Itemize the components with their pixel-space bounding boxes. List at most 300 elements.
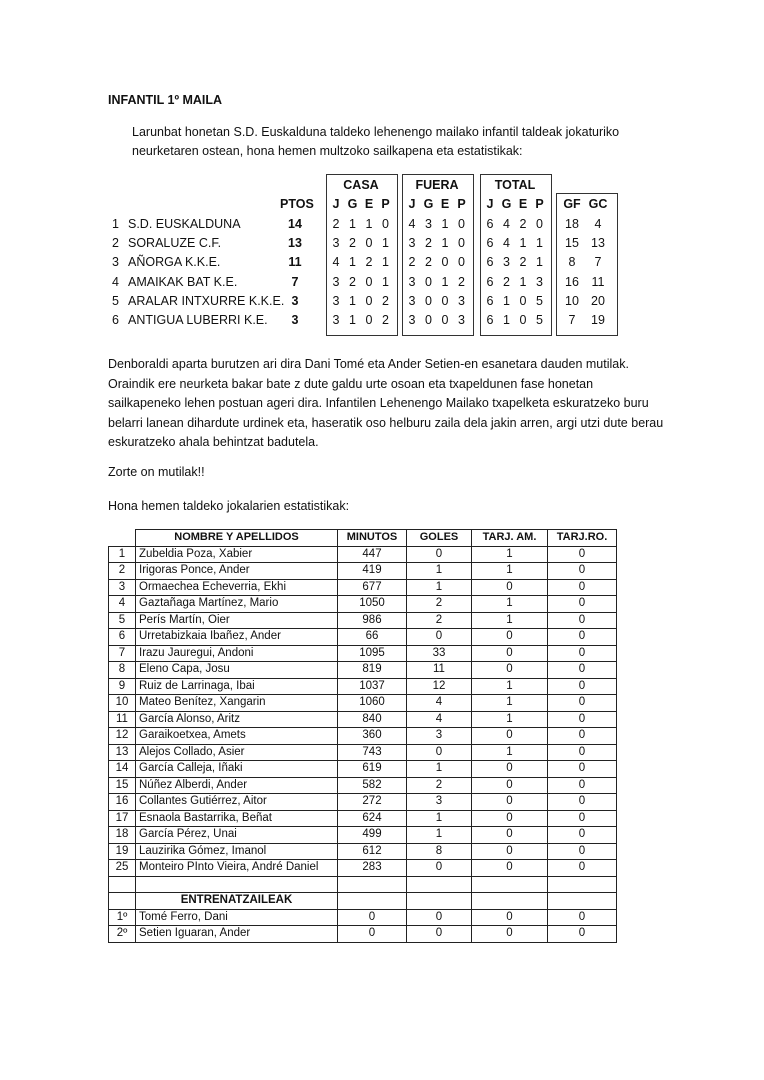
red-cards-cell: 0 [548, 827, 617, 844]
team-position: 2 [112, 235, 119, 250]
red-cards-cell: 0 [548, 579, 617, 596]
casa-value: 0 [365, 235, 373, 250]
team-points: 3 [291, 293, 299, 308]
casa-sub-P: P [381, 197, 390, 212]
casa-value: 3 [332, 313, 340, 328]
goals-against: 20 [591, 293, 605, 308]
yellow-cards-cell: 0 [472, 909, 548, 926]
row-number: 6 [109, 629, 136, 646]
fuera-value: 2 [425, 255, 432, 270]
yellow-cards-cell: 0 [472, 728, 548, 745]
row-number: 1 [109, 546, 136, 563]
yellow-cards-cell: 0 [472, 645, 548, 662]
player-name: Garaikoetxea, Amets [136, 728, 338, 745]
yellow-cards-cell: 1 [472, 678, 548, 695]
total-value: 4 [503, 235, 510, 250]
casa-value: 1 [349, 313, 356, 328]
casa-value: 0 [365, 313, 373, 328]
team-points: 14 [288, 216, 302, 231]
row-number: 17 [109, 810, 136, 827]
casa-value: 2 [365, 255, 373, 270]
empty-cell [136, 876, 338, 893]
player-name: Alejos Collado, Asier [136, 744, 338, 761]
player-name: Ormaechea Echeverria, Ekhi [136, 579, 338, 596]
red-cards-cell: 0 [548, 563, 617, 580]
table-row [109, 612, 617, 629]
table-row [109, 761, 617, 778]
team-position: 1 [112, 216, 119, 231]
fuera-value: 0 [425, 293, 432, 308]
minutes-cell: 360 [338, 728, 407, 745]
standings-row [106, 234, 626, 253]
yellow-cards-cell: 0 [472, 662, 548, 679]
casa-value: 3 [332, 235, 340, 250]
header-minutes: MINUTOS [338, 530, 407, 547]
row-number: 10 [109, 695, 136, 712]
fuera-value: 1 [441, 274, 449, 289]
yellow-cards-cell: 0 [472, 860, 548, 877]
casa-value: 1 [349, 293, 356, 308]
player-name: Mateo Benítez, Xangarin [136, 695, 338, 712]
player-name: Esnaola Bastarrika, Beñat [136, 810, 338, 827]
minutes-cell: 677 [338, 579, 407, 596]
table-row [109, 860, 617, 877]
header-goals: GOLES [407, 530, 472, 547]
minutes-cell: 1037 [338, 678, 407, 695]
empty-row [109, 876, 617, 893]
yellow-cards-cell: 1 [472, 612, 548, 629]
goals-cell: 0 [407, 860, 472, 877]
table-row [109, 662, 617, 679]
goals-cell: 1 [407, 810, 472, 827]
goals-cell: 2 [407, 596, 472, 613]
goals-for: 16 [565, 274, 579, 289]
casa-value: 2 [382, 313, 389, 328]
team-position: 3 [112, 255, 119, 270]
standings-row [106, 273, 626, 292]
row-number: 9 [109, 678, 136, 695]
red-cards-cell: 0 [548, 728, 617, 745]
yellow-cards-cell: 0 [472, 843, 548, 860]
team-name: ANTIGUA LUBERRI K.E. [128, 313, 268, 328]
red-cards-cell: 0 [548, 695, 617, 712]
player-name: Zubeldia Poza, Xabier [136, 546, 338, 563]
goals-cell: 3 [407, 794, 472, 811]
row-number: 1º [109, 909, 136, 926]
table-row [109, 728, 617, 745]
table-row [109, 827, 617, 844]
team-name: SORALUZE C.F. [128, 235, 222, 250]
table-row [109, 579, 617, 596]
minutes-cell: 612 [338, 843, 407, 860]
page-title: INFANTIL 1º MAILA [108, 93, 223, 107]
red-cards-cell: 0 [548, 711, 617, 728]
fuera-value: 0 [458, 255, 465, 270]
total-value: 2 [503, 274, 510, 289]
goals-for: 10 [565, 293, 579, 308]
yellow-cards-cell: 1 [472, 596, 548, 613]
player-name: Irigoras Ponce, Ander [136, 563, 338, 580]
minutes-cell: 0 [338, 909, 407, 926]
player-name: Setien Iguaran, Ander [136, 926, 338, 943]
empty-cell [407, 893, 472, 910]
goals-for: 7 [568, 313, 576, 328]
goals-for: 18 [565, 216, 579, 231]
table-row [109, 810, 617, 827]
total-value: 3 [536, 274, 543, 289]
row-number: 18 [109, 827, 136, 844]
minutes-cell: 1095 [338, 645, 407, 662]
casa-value: 2 [349, 235, 356, 250]
goals-against: 7 [594, 255, 602, 270]
minutes-cell: 283 [338, 860, 407, 877]
fuera-value: 0 [458, 235, 465, 250]
red-cards-cell: 0 [548, 810, 617, 827]
empty-cell [548, 876, 617, 893]
goals-cell: 2 [407, 612, 472, 629]
standings-row [106, 253, 626, 272]
minutes-cell: 619 [338, 761, 407, 778]
goals-cell: 1 [407, 563, 472, 580]
table-row [109, 563, 617, 580]
casa-value: 2 [349, 274, 356, 289]
table-row [109, 695, 617, 712]
casa-sub-J: J [332, 197, 340, 212]
total-value: 1 [536, 255, 543, 270]
row-number: 12 [109, 728, 136, 745]
fuera-value: 0 [458, 216, 465, 231]
minutes-cell: 1060 [338, 695, 407, 712]
total-value: 0 [519, 313, 527, 328]
fuera-sub-G: G [423, 197, 434, 212]
table-row [109, 711, 617, 728]
player-name: Ruiz de Larrinaga, Ibai [136, 678, 338, 695]
minutes-cell: 447 [338, 546, 407, 563]
goals-against: 11 [591, 274, 605, 289]
yellow-cards-cell: 0 [472, 761, 548, 778]
minutes-cell: 419 [338, 563, 407, 580]
fuera-value: 0 [441, 293, 449, 308]
casa-value: 0 [365, 274, 373, 289]
minutes-cell: 499 [338, 827, 407, 844]
table-header-row [109, 530, 617, 547]
table-row [109, 678, 617, 695]
total-value: 2 [519, 255, 527, 270]
total-value: 6 [486, 293, 494, 308]
goals-cell: 8 [407, 843, 472, 860]
total-sub-P: P [535, 197, 544, 212]
goals-cell: 3 [407, 728, 472, 745]
yellow-cards-cell: 0 [472, 579, 548, 596]
casa-value: 4 [332, 255, 340, 270]
row-number: 11 [109, 711, 136, 728]
table-row [109, 794, 617, 811]
fuera-header: FUERA [415, 178, 459, 192]
row-number: 8 [109, 662, 136, 679]
player-name: Lauzirika Gómez, Imanol [136, 843, 338, 860]
table-row [109, 645, 617, 662]
empty-cell [548, 893, 617, 910]
gc-header: GC [588, 197, 608, 212]
fuera-sub-J: J [408, 197, 416, 212]
player-name: Collantes Gutiérrez, Aitor [136, 794, 338, 811]
yellow-cards-cell: 1 [472, 546, 548, 563]
total-value: 1 [536, 235, 543, 250]
total-value: 1 [519, 235, 527, 250]
intro-paragraph: Larunbat honetan S.D. Euskalduna taldeko lehenengo mailako infantil taldeak jokaturiko neurketaren ostean, hona hemen multzoko sailkapena eta estatistikak: [132, 125, 620, 158]
row-number: 3 [109, 579, 136, 596]
red-cards-cell: 0 [548, 794, 617, 811]
yellow-cards-cell: 0 [472, 629, 548, 646]
header-yellow-cards: TARJ. AM. [472, 530, 548, 547]
total-value: 1 [519, 274, 527, 289]
total-value: 0 [536, 216, 543, 231]
red-cards-cell: 0 [548, 612, 617, 629]
casa-value: 1 [382, 274, 389, 289]
yellow-cards-cell: 0 [472, 827, 548, 844]
red-cards-cell: 0 [548, 926, 617, 943]
red-cards-cell: 0 [548, 777, 617, 794]
goals-cell: 4 [407, 695, 472, 712]
red-cards-cell: 0 [548, 662, 617, 679]
goals-cell: 0 [407, 546, 472, 563]
table-row [109, 596, 617, 613]
goals-against: 13 [591, 235, 605, 250]
player-name: Irazu Jauregui, Andoni [136, 645, 338, 662]
casa-value: 1 [382, 255, 389, 270]
goals-cell: 4 [407, 711, 472, 728]
casa-value: 3 [332, 274, 340, 289]
casa-value: 1 [365, 216, 373, 231]
row-number: 16 [109, 794, 136, 811]
header-blank [109, 530, 136, 547]
fuera-value: 3 [408, 293, 416, 308]
empty-cell [338, 876, 407, 893]
minutes-cell: 819 [338, 662, 407, 679]
empty-cell [472, 876, 548, 893]
goals-cell: 12 [407, 678, 472, 695]
casa-value: 1 [349, 216, 356, 231]
goals-cell: 0 [407, 744, 472, 761]
empty-cell [109, 893, 136, 910]
total-value: 5 [536, 293, 543, 308]
team-name: AÑORGA K.K.E. [128, 255, 221, 270]
yellow-cards-cell: 0 [472, 794, 548, 811]
gf-header: GF [563, 197, 581, 212]
red-cards-cell: 0 [548, 629, 617, 646]
total-value: 6 [486, 274, 494, 289]
player-name: Núñez Alberdi, Ander [136, 777, 338, 794]
team-position: 5 [112, 293, 119, 308]
yellow-cards-cell: 0 [472, 777, 548, 794]
casa-value: 1 [382, 235, 389, 250]
yellow-cards-cell: 0 [472, 926, 548, 943]
row-number: 2 [109, 563, 136, 580]
goals-against: 19 [591, 313, 605, 328]
table-row [109, 777, 617, 794]
row-number: 14 [109, 761, 136, 778]
coach-row [109, 909, 617, 926]
team-points: 7 [291, 274, 299, 289]
team-points: 3 [291, 313, 299, 328]
total-sub-E: E [518, 197, 528, 212]
empty-cell [407, 876, 472, 893]
team-points: 11 [288, 255, 302, 270]
fuera-value: 1 [441, 235, 449, 250]
goals-cell: 33 [407, 645, 472, 662]
total-value: 4 [503, 216, 510, 231]
empty-cell [109, 876, 136, 893]
total-value: 1 [503, 313, 510, 328]
minutes-cell: 582 [338, 777, 407, 794]
minutes-cell: 1050 [338, 596, 407, 613]
header-red-cards: TARJ.RO. [548, 530, 617, 547]
total-value: 5 [536, 313, 543, 328]
player-name: García Calleja, Iñaki [136, 761, 338, 778]
good-luck-line: Zorte on mutilak!! [108, 465, 205, 479]
fuera-value: 3 [425, 216, 432, 231]
goals-for: 15 [565, 235, 579, 250]
stats-intro-line: Hona hemen taldeko jokalarien estatistikak: [108, 499, 350, 513]
yellow-cards-cell: 1 [472, 744, 548, 761]
casa-value: 0 [382, 216, 389, 231]
red-cards-cell: 0 [548, 546, 617, 563]
red-cards-cell: 0 [548, 678, 617, 695]
team-position: 4 [112, 274, 119, 289]
goals-cell: 2 [407, 777, 472, 794]
casa-value: 2 [332, 216, 340, 231]
fuera-sub-P: P [457, 197, 466, 212]
minutes-cell: 743 [338, 744, 407, 761]
fuera-value: 0 [425, 313, 432, 328]
table-row [109, 843, 617, 860]
goals-for: 8 [568, 255, 576, 270]
row-number: 4 [109, 596, 136, 613]
goals-cell: 0 [407, 629, 472, 646]
fuera-value: 3 [458, 313, 465, 328]
goals-cell: 11 [407, 662, 472, 679]
yellow-cards-cell: 1 [472, 711, 548, 728]
empty-cell [472, 893, 548, 910]
goals-against: 4 [594, 216, 602, 231]
red-cards-cell: 0 [548, 761, 617, 778]
fuera-value: 0 [441, 255, 449, 270]
fuera-value: 2 [458, 274, 465, 289]
player-stats-table [108, 529, 617, 943]
fuera-value: 3 [408, 274, 416, 289]
casa-sub-E: E [364, 197, 374, 212]
table-row [109, 744, 617, 761]
player-name: García Alonso, Aritz [136, 711, 338, 728]
fuera-value: 3 [408, 235, 416, 250]
standings-row [106, 215, 626, 234]
casa-sub-G: G [347, 197, 358, 212]
fuera-sub-E: E [440, 197, 450, 212]
summary-paragraph: Denboraldi aparta burutzen ari dira Dani Tomé eta Ander Setien-en esanetara dauden mutilak. Oraindik ere neurketa bakar bate z dute galdu urte osoan eta txapeldunen fase honetan sailkapeneko lehen postuan ageri dira. Infantilen Lehenengo Mailako txapelketa eskuratzeko buru belarri lanean dihardute urdinek eta, haseratik oso helburu zaila dela jakin arren, argi utzi dute berau eskuratzeko ahala behintzat badutela. [108, 357, 664, 449]
casa-value: 3 [332, 293, 340, 308]
fuera-value: 2 [425, 235, 432, 250]
player-name: Perís Martín, Oier [136, 612, 338, 629]
header-name: NOMBRE Y APELLIDOS [136, 530, 338, 547]
total-value: 6 [486, 216, 494, 231]
total-value: 6 [486, 235, 494, 250]
total-value: 0 [519, 293, 527, 308]
row-number: 2º [109, 926, 136, 943]
player-name: García Pérez, Unai [136, 827, 338, 844]
minutes-cell: 624 [338, 810, 407, 827]
minutes-cell: 0 [338, 926, 407, 943]
total-header: TOTAL [494, 178, 536, 192]
fuera-value: 2 [408, 255, 416, 270]
total-value: 1 [503, 293, 510, 308]
table-row [109, 629, 617, 646]
player-name: Eleno Capa, Josu [136, 662, 338, 679]
minutes-cell: 66 [338, 629, 407, 646]
red-cards-cell: 0 [548, 596, 617, 613]
player-name: Gaztañaga Martínez, Mario [136, 596, 338, 613]
red-cards-cell: 0 [548, 645, 617, 662]
standings-row [106, 292, 626, 311]
yellow-cards-cell: 1 [472, 695, 548, 712]
fuera-value: 0 [425, 274, 432, 289]
red-cards-cell: 0 [548, 744, 617, 761]
casa-header: CASA [343, 178, 379, 192]
row-number: 5 [109, 612, 136, 629]
casa-value: 0 [365, 293, 373, 308]
empty-cell [338, 893, 407, 910]
coach-row [109, 926, 617, 943]
minutes-cell: 986 [338, 612, 407, 629]
row-number: 13 [109, 744, 136, 761]
coaches-header: ENTRENATZAILEAK [136, 893, 338, 910]
team-name: S.D. EUSKALDUNA [128, 216, 241, 231]
total-sub-J: J [486, 197, 494, 212]
team-points: 13 [288, 235, 302, 250]
yellow-cards-cell: 0 [472, 810, 548, 827]
yellow-cards-cell: 1 [472, 563, 548, 580]
coaches-header-row [109, 893, 617, 910]
fuera-value: 3 [408, 313, 416, 328]
table-row [109, 546, 617, 563]
fuera-value: 1 [441, 216, 449, 231]
row-number: 25 [109, 860, 136, 877]
red-cards-cell: 0 [548, 860, 617, 877]
goals-cell: 1 [407, 579, 472, 596]
player-name: Monteiro PInto Vieira, André Daniel [136, 860, 338, 877]
row-number: 7 [109, 645, 136, 662]
player-name: Urretabizkaia Ibañez, Ander [136, 629, 338, 646]
total-value: 3 [503, 255, 510, 270]
total-value: 6 [486, 313, 494, 328]
team-name: AMAIKAK BAT K.E. [128, 274, 238, 289]
pts-header: PTOS [280, 197, 314, 212]
team-position: 6 [112, 313, 119, 328]
casa-value: 2 [382, 293, 389, 308]
goals-cell: 0 [407, 909, 472, 926]
total-sub-G: G [501, 197, 512, 212]
total-value: 2 [519, 216, 527, 231]
red-cards-cell: 0 [548, 909, 617, 926]
row-number: 15 [109, 777, 136, 794]
goals-cell: 1 [407, 827, 472, 844]
player-name: Tomé Ferro, Dani [136, 909, 338, 926]
total-value: 6 [486, 255, 494, 270]
fuera-value: 3 [458, 293, 465, 308]
goals-cell: 0 [407, 926, 472, 943]
casa-value: 1 [349, 255, 356, 270]
minutes-cell: 840 [338, 711, 407, 728]
fuera-value: 4 [408, 216, 416, 231]
